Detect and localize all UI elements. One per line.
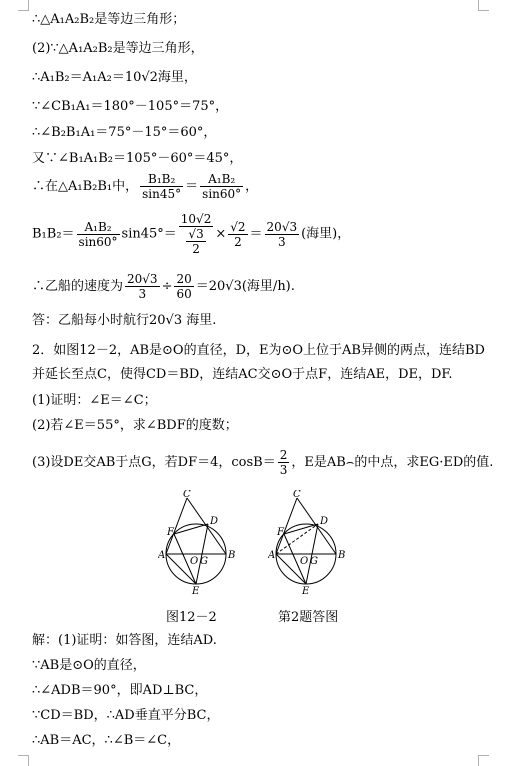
text-segment: ＝20√3(海里/h). — [195, 279, 295, 294]
numerator: 20√3 — [127, 272, 158, 286]
label-g: G — [200, 556, 208, 567]
label-e: E — [192, 586, 200, 597]
denominator: 2 — [192, 242, 200, 256]
text-segment: ＝ — [185, 179, 199, 194]
answer-line: 答：乙船每小时航行20√3 海里. — [32, 313, 217, 328]
text-segment: (3)设DE交AB于点G，若DF＝4，cosB＝ — [32, 455, 276, 470]
text-line: ∵∠CB₁A₁＝180°－105°＝75°， — [32, 99, 229, 114]
numerator: √3 — [188, 227, 204, 241]
segment-ca — [166, 498, 187, 554]
figure-caption: 图12－2 — [166, 610, 217, 625]
fraction — [174, 272, 193, 301]
segment-cb — [187, 498, 226, 554]
label-d: D — [320, 516, 329, 527]
text-segment: × — [215, 226, 227, 242]
text-segment: ＝ — [249, 226, 263, 242]
fraction — [265, 220, 300, 249]
problem-text — [32, 448, 493, 477]
label-g: G — [310, 556, 318, 567]
figure-12-2 — [158, 490, 248, 600]
fraction — [186, 227, 205, 256]
numerator: √2 — [230, 219, 246, 234]
label-f: F — [167, 527, 174, 538]
text-segment: ∴在△A₁B₂B₁中， — [32, 179, 139, 194]
denominator: sin45° — [142, 187, 182, 201]
text-line: (2)∵△A₁A₂B₂是等边三角形， — [32, 41, 204, 56]
fraction — [228, 220, 247, 249]
text-line: ∴△A₁A₂B₂是等边三角形； — [32, 12, 186, 27]
denominator: 3 — [278, 234, 286, 249]
label-f: F — [277, 527, 284, 538]
denominator: 3 — [138, 287, 147, 301]
solution-text: 解：(1)证明：如答图，连结AD. — [32, 633, 217, 648]
text-line: ∴∠B₂B₁A₁＝75°－15°＝60°， — [32, 125, 217, 140]
computation-line — [32, 212, 350, 256]
numerator: A₁B₂ — [77, 220, 120, 235]
solution-text: ∵AB是⊙O的直径， — [32, 658, 146, 673]
text-segment: B₁B₂＝ — [32, 226, 75, 242]
crop-mark-top-right — [478, 0, 489, 11]
problem-text: 并延长至点C，使得CD＝BD，连结AC交⊙O于点F，连结AE，DE，DF. — [32, 367, 453, 382]
text-line: 又∵∠B₁A₁B₂＝105°－60°＝45°， — [32, 151, 243, 166]
label-b: B — [338, 550, 346, 561]
denominator: 2 — [234, 234, 242, 249]
figure-caption: 第2题答图 — [278, 610, 339, 625]
numerator: B₁B₂ — [140, 172, 183, 187]
solution-text: ∴AB＝AC，∴∠B＝∠C， — [32, 733, 181, 748]
text-segment: ，E是AB⌢的中点，求EG·ED的值. — [291, 455, 494, 470]
crop-mark-bottom-right — [478, 755, 489, 766]
denominator: sin60° — [78, 234, 118, 249]
figure-answer-2 — [268, 490, 358, 600]
problem-text: 2．如图12－2，AB是⊙O的直径，D，E为⊙O上位于AB异侧的两点，连结BD — [32, 343, 485, 358]
speed-line — [32, 272, 295, 301]
label-a: A — [268, 550, 276, 561]
numerator: 20 — [176, 272, 192, 286]
denominator: 60 — [176, 287, 192, 301]
label-o: O — [190, 556, 199, 567]
label-o: O — [300, 556, 309, 567]
text-segment: ÷ — [161, 279, 173, 294]
text-segment: sin45°＝ — [121, 226, 177, 242]
text-line: ∴A₁B₂＝A₁A₂＝10√2海里， — [32, 70, 197, 85]
text-segment: ， — [245, 179, 259, 194]
numerator: A₁B₂ — [200, 172, 243, 187]
segment-ca — [276, 498, 297, 554]
numerator: 2 — [279, 448, 288, 462]
denominator: 3 — [279, 463, 288, 477]
solution-text: ∴∠ADB＝90°，即AD⊥BC， — [32, 683, 208, 698]
crop-mark-top-left — [18, 0, 29, 11]
fraction — [125, 272, 160, 301]
label-b: B — [228, 550, 236, 561]
fraction — [140, 172, 183, 201]
numerator: 10√2 — [180, 212, 212, 226]
law-of-sines-line — [32, 172, 258, 201]
fraction — [77, 220, 120, 249]
label-a: A — [158, 550, 166, 561]
solution-text: ∵CD＝BD，∴AD垂直平分BC， — [32, 708, 220, 723]
numerator: 20√3 — [266, 219, 298, 234]
compound-fraction — [179, 212, 214, 256]
label-c: C — [293, 490, 301, 500]
fraction — [278, 448, 290, 477]
fraction — [200, 172, 243, 201]
label-e: E — [302, 586, 310, 597]
label-c: C — [183, 490, 191, 500]
denominator: sin60° — [202, 187, 242, 201]
segment-cb — [297, 498, 336, 554]
problem-text: (2)若∠E＝55°，求∠BDF的度数； — [32, 418, 238, 433]
label-d: D — [210, 516, 219, 527]
text-segment: ∴乙船的速度为 — [32, 279, 124, 294]
denominator — [179, 227, 214, 256]
problem-text: (1)证明：∠E＝∠C； — [32, 393, 157, 408]
crop-mark-bottom-left — [18, 755, 29, 766]
text-segment: (海里)， — [301, 226, 351, 242]
